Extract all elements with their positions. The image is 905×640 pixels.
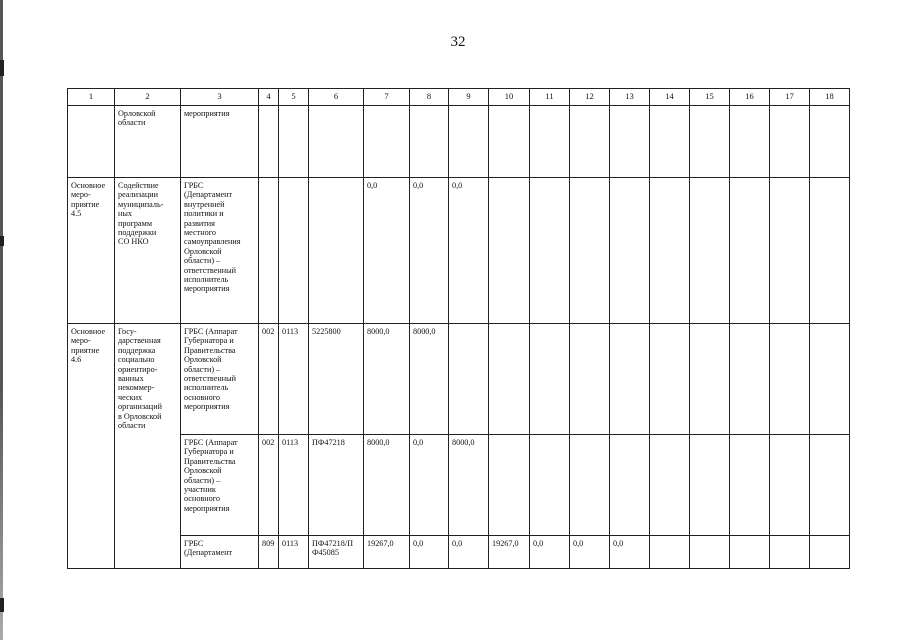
col-header: 7 <box>364 89 410 106</box>
table-cell <box>530 106 570 178</box>
table-cell <box>770 106 810 178</box>
table-row <box>68 536 850 569</box>
table-cell <box>279 106 309 178</box>
table-cell <box>650 324 690 435</box>
table-cell: 0,0 <box>410 536 449 569</box>
col-header: 2 <box>115 89 181 106</box>
table-cell: 0113 <box>279 324 309 435</box>
table-cell <box>650 178 690 324</box>
table-cell: 19267,0 <box>489 536 530 569</box>
table-cell: 002 <box>259 435 279 536</box>
table-cell <box>810 435 850 536</box>
table-row <box>68 178 850 324</box>
table-cell: Основное меро- приятие 4.6 <box>68 324 115 569</box>
table-cell <box>489 106 530 178</box>
table-cell <box>68 106 115 178</box>
table-cell <box>530 178 570 324</box>
table-cell: 8000,0 <box>364 435 410 536</box>
table-cell <box>449 324 489 435</box>
budget-table <box>67 88 850 569</box>
col-header: 15 <box>690 89 730 106</box>
table-cell <box>410 106 449 178</box>
table-cell <box>610 435 650 536</box>
table-cell <box>690 178 730 324</box>
col-header: 6 <box>309 89 364 106</box>
table-cell <box>730 106 770 178</box>
col-header: 10 <box>489 89 530 106</box>
table-cell: 0,0 <box>449 178 489 324</box>
table-cell <box>530 435 570 536</box>
table-cell: 8000,0 <box>364 324 410 435</box>
table-cell <box>770 536 810 569</box>
table-row <box>68 324 850 435</box>
table-cell <box>570 435 610 536</box>
col-header: 3 <box>181 89 259 106</box>
table-cell <box>364 106 410 178</box>
table-cell <box>650 536 690 569</box>
table-cell: 8000,0 <box>410 324 449 435</box>
table-cell: ГРБС (Департамент внутренней политики и развития местного самоуправления Орловской области) – ответственный исполнитель мероприятия <box>181 178 259 324</box>
table-cell: 0,0 <box>364 178 410 324</box>
table-cell: ГРБС (Аппарат Губернатора и Правительства Орловской области) – участник основного мероприятия <box>181 435 259 536</box>
scan-mark <box>0 236 4 246</box>
table-cell: ПФ47218/П Ф45085 <box>309 536 364 569</box>
table-cell <box>810 178 850 324</box>
table-cell <box>570 106 610 178</box>
table-cell: Госу- дарственная поддержка социально ориентиро- ванных некоммер- ческих организаций в Орловской области <box>115 324 181 569</box>
table-cell <box>279 178 309 324</box>
table-cell <box>730 324 770 435</box>
table-cell: 0113 <box>279 536 309 569</box>
table-cell <box>489 324 530 435</box>
table-cell <box>730 435 770 536</box>
table-cell: 0113 <box>279 435 309 536</box>
col-header: 16 <box>730 89 770 106</box>
table-cell: Орловской области <box>115 106 181 178</box>
table-cell <box>690 106 730 178</box>
table-cell: 0,0 <box>610 536 650 569</box>
table-row <box>68 106 850 178</box>
table-cell <box>810 324 850 435</box>
table-cell: 809 <box>259 536 279 569</box>
col-header: 1 <box>68 89 115 106</box>
table-cell: Основное меро- приятие 4.5 <box>68 178 115 324</box>
table-cell: 0,0 <box>570 536 610 569</box>
table-cell <box>449 106 489 178</box>
table-cell <box>259 106 279 178</box>
table-cell: 5225800 <box>309 324 364 435</box>
table-cell: ГРБС (Аппарат Губернатора и Правительства Орловской области) – ответственный исполнитель основного мероприятия <box>181 324 259 435</box>
table-cell <box>730 536 770 569</box>
header-row <box>68 89 850 106</box>
table-cell <box>690 536 730 569</box>
table-cell <box>810 106 850 178</box>
table-cell: мероприятия <box>181 106 259 178</box>
table-cell <box>259 178 279 324</box>
table-row <box>68 435 850 536</box>
table-cell <box>610 178 650 324</box>
table-cell <box>690 435 730 536</box>
table-cell <box>730 178 770 324</box>
col-header: 9 <box>449 89 489 106</box>
col-header: 12 <box>570 89 610 106</box>
table-cell: 8000,0 <box>449 435 489 536</box>
table-cell <box>610 106 650 178</box>
table-cell: 0,0 <box>410 435 449 536</box>
table-cell <box>810 536 850 569</box>
table-cell <box>530 324 570 435</box>
scan-mark <box>0 60 4 76</box>
page-left-edge <box>0 0 3 640</box>
col-header: 17 <box>770 89 810 106</box>
table-cell: 002 <box>259 324 279 435</box>
col-header: 4 <box>259 89 279 106</box>
col-header: 13 <box>610 89 650 106</box>
table-cell <box>489 178 530 324</box>
table-cell <box>610 324 650 435</box>
col-header: 8 <box>410 89 449 106</box>
scan-mark <box>0 598 4 612</box>
table-cell: ПФ47218 <box>309 435 364 536</box>
table-cell <box>650 106 690 178</box>
table-cell <box>489 435 530 536</box>
table-cell <box>770 178 810 324</box>
table-cell: Содействие реализации муниципаль- ных программ поддержки СО НКО <box>115 178 181 324</box>
table-cell: ГРБС (Департамент <box>181 536 259 569</box>
table-cell <box>690 324 730 435</box>
table-cell: 0,0 <box>449 536 489 569</box>
table-cell: 0,0 <box>410 178 449 324</box>
col-header: 11 <box>530 89 570 106</box>
col-header: 5 <box>279 89 309 106</box>
table-cell <box>650 435 690 536</box>
table-cell <box>570 178 610 324</box>
table-cell <box>570 324 610 435</box>
table-cell <box>309 106 364 178</box>
table-cell: 0,0 <box>530 536 570 569</box>
table-cell <box>309 178 364 324</box>
col-header: 18 <box>810 89 850 106</box>
table-cell <box>770 435 810 536</box>
table-cell: 19267,0 <box>364 536 410 569</box>
col-header: 14 <box>650 89 690 106</box>
page-number: 32 <box>450 34 466 50</box>
table-cell <box>770 324 810 435</box>
